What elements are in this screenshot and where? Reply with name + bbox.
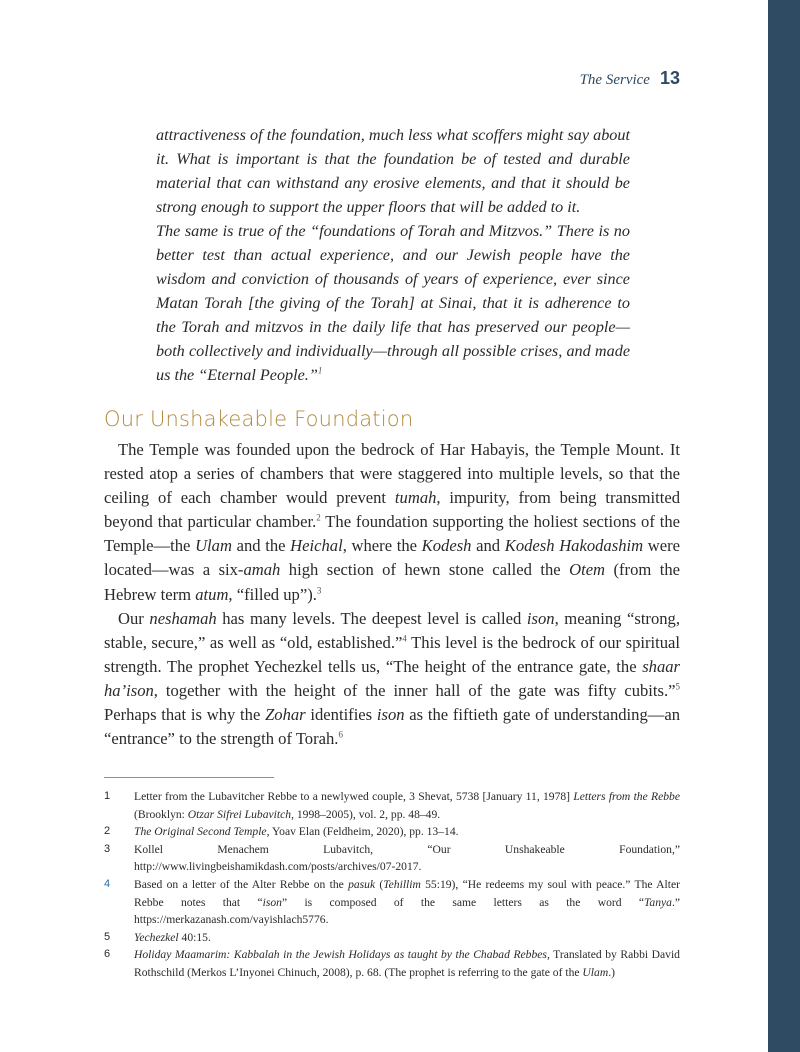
text-run: , impurity, from being transmitted beyond that particular chamber. — [104, 488, 681, 532]
block-quote — [156, 123, 630, 387]
italic-term: ison — [526, 608, 555, 628]
italic-term: Kodesh — [421, 536, 472, 556]
text-run: Kollel Menachem Lubavitch, “Our Unshakeable Foundation,” http://www.livingbeishamikdash.com/posts/archives/07-2017. — [134, 842, 680, 874]
quote-paragraph-1: attractiveness of the foundation, much less what scoffers might say about it. What is important is that the foundation be of tested and durable material that can withstand any erosive elements, and that it should be strong enough to support the upper floors that will be added to it. — [156, 126, 630, 216]
footnote-1 — [104, 788, 680, 823]
footnote-ref-1[interactable]: 1 — [317, 365, 323, 376]
footnote-ref-6[interactable]: 6 — [338, 729, 343, 740]
italic-term: tumah — [394, 488, 437, 508]
footnote-text — [134, 876, 680, 929]
text-run: Letter from the Lubavitcher Rebbe to a newlywed couple, 3 Shevat, 5738 [January 11, 1978] — [134, 790, 574, 803]
text-run: (Brooklyn: — [134, 807, 188, 821]
side-color-band — [768, 0, 800, 1052]
text-run: and the — [231, 536, 291, 556]
text-run: .” https://merkazanash.com/vayishlach5776. — [134, 895, 680, 927]
footnote-ref-4[interactable]: 4 — [402, 633, 407, 644]
text-run: 40:15. — [178, 930, 211, 944]
footnote-number: 2 — [104, 825, 111, 838]
text-run: high section of hewn stone called the — [280, 560, 570, 580]
footnote-text — [134, 788, 680, 823]
quote-paragraph-2 — [156, 219, 630, 387]
italic-term: Zohar — [265, 705, 306, 725]
footnote-5 — [104, 929, 680, 947]
text-run: ( — [375, 877, 384, 891]
text-run: Our — [118, 608, 150, 628]
text-run: Based on a letter of the Alter Rebbe on the — [134, 877, 349, 891]
italic-term: Tehillim — [383, 877, 421, 891]
body-paragraph-1 — [104, 438, 680, 607]
footnote-ref-2[interactable]: 2 — [316, 512, 321, 523]
text-run: , where the — [342, 536, 422, 556]
italic-term: neshamah — [149, 608, 217, 628]
footnote-3 — [104, 841, 680, 876]
text-run: has many levels. The deepest level is called — [216, 608, 527, 628]
text-run: The foundation supporting the holiest sections of the Temple—the — [104, 512, 680, 556]
footnote-text — [134, 841, 680, 876]
text-run: , together with the height of the inner hall of the gate was fifty cubits.” — [153, 680, 676, 700]
footnote-ref-3[interactable]: 3 — [316, 585, 322, 596]
footnote-4 — [104, 876, 680, 929]
quote-paragraph-2-text: The same is true of the “foundations of Torah and Mitzvos.” There is no better test than actual experience, and our Jewish people have the wisdom and conviction of thousands of years of experience, ever since Matan Torah [the giving of the Torah] at Sinai, that it is adherence to the Torah and mitzvos in the daily life that has preserved our people—both collectively and individually—through all possible crises, and made us the “Eternal People.” — [156, 222, 630, 384]
italic-term: atum — [195, 584, 229, 604]
footnote-ref-5[interactable]: 5 — [675, 681, 680, 692]
footnote-number: 5 — [104, 930, 111, 943]
running-header — [580, 68, 680, 89]
footnote-2 — [104, 823, 680, 841]
text-run: 55:19), “He redeems my soul with peace.” The Alter Rebbe notes that “ — [134, 877, 680, 909]
italic-term: Ulam — [195, 536, 232, 556]
running-section-title: The Service — [579, 72, 650, 88]
section-heading: Our Unshakeable Foundation — [104, 407, 414, 431]
footnote-number: 4 — [104, 877, 111, 890]
footnotes — [104, 788, 680, 982]
text-run: ” is composed of the same letters as the word “ — [281, 895, 645, 909]
footnote-divider — [104, 777, 274, 778]
text-run: Perhaps that is why the — [104, 705, 266, 725]
text-run: (from the Hebrew term — [104, 560, 680, 604]
body-text — [104, 438, 680, 751]
italic-term: Ulam — [582, 965, 609, 979]
italic-term: Otem — [569, 560, 606, 580]
text-run: .) — [608, 965, 615, 979]
text-run: , “filled up”). — [228, 584, 317, 604]
footnote-number: 3 — [104, 842, 111, 855]
text-run: as the fiftieth gate of understanding—an “entrance” to the strength of Torah. — [104, 705, 681, 749]
italic-term: The Original Second Temple — [134, 825, 267, 839]
italic-term: ison — [376, 705, 405, 725]
page-number: 13 — [659, 68, 680, 88]
footnote-6 — [104, 946, 680, 981]
italic-term: Heichal — [290, 536, 343, 556]
body-paragraph-2 — [104, 607, 680, 752]
italic-term: Yechezkel — [134, 930, 179, 944]
italic-term: Holiday Maamarim: Kabbalah in the Jewish Holidays as taught by the Chabad Rebbes — [134, 948, 547, 962]
italic-term: ison — [262, 895, 282, 909]
text-run: , Yoav Elan (Feldheim, 2020), pp. 13–14. — [266, 825, 459, 839]
italic-term: Letters from the Rebbe — [573, 790, 680, 803]
text-run: and — [471, 536, 505, 556]
text-run: identifies — [305, 705, 377, 725]
italic-term: pasuk — [348, 877, 376, 891]
text-run: , Translated by Rabbi David Rothschild (Merkos L’Inyonei Chinuch, 2008), p. 68. (The prophet is referring to the gate of the — [134, 948, 680, 979]
text-run: , meaning “strong, stable, secure,” as well as “old, established.” — [104, 608, 680, 652]
italic-term: Otzar Sifrei Lubavitch — [187, 807, 292, 821]
footnote-number: 6 — [104, 948, 111, 961]
italic-term: Kodesh Hakodashim — [504, 536, 644, 556]
text-run: This level is the bedrock of our spiritual strength. The prophet Yechezkel tells us, “The height of the entrance gate, the — [104, 632, 680, 676]
footnote-text — [134, 823, 680, 841]
footnote-text — [134, 946, 680, 981]
text-run: The Temple was founded upon the bedrock of Har Habayis, the Temple Mount. It rested atop a series of chambers that were staggered into multiple levels, so that the ceiling of each chamber would prevent — [104, 440, 680, 508]
footnote-text — [134, 929, 680, 947]
text-run: were located—was a six- — [104, 536, 680, 580]
text-run: , 1998–2005), vol. 2, pp. 48–49. — [291, 807, 441, 821]
italic-term: Tanya — [644, 895, 672, 909]
italic-term: shaar ha’ison — [104, 656, 680, 700]
footnote-number: 1 — [104, 790, 111, 802]
italic-term: amah — [243, 560, 281, 580]
